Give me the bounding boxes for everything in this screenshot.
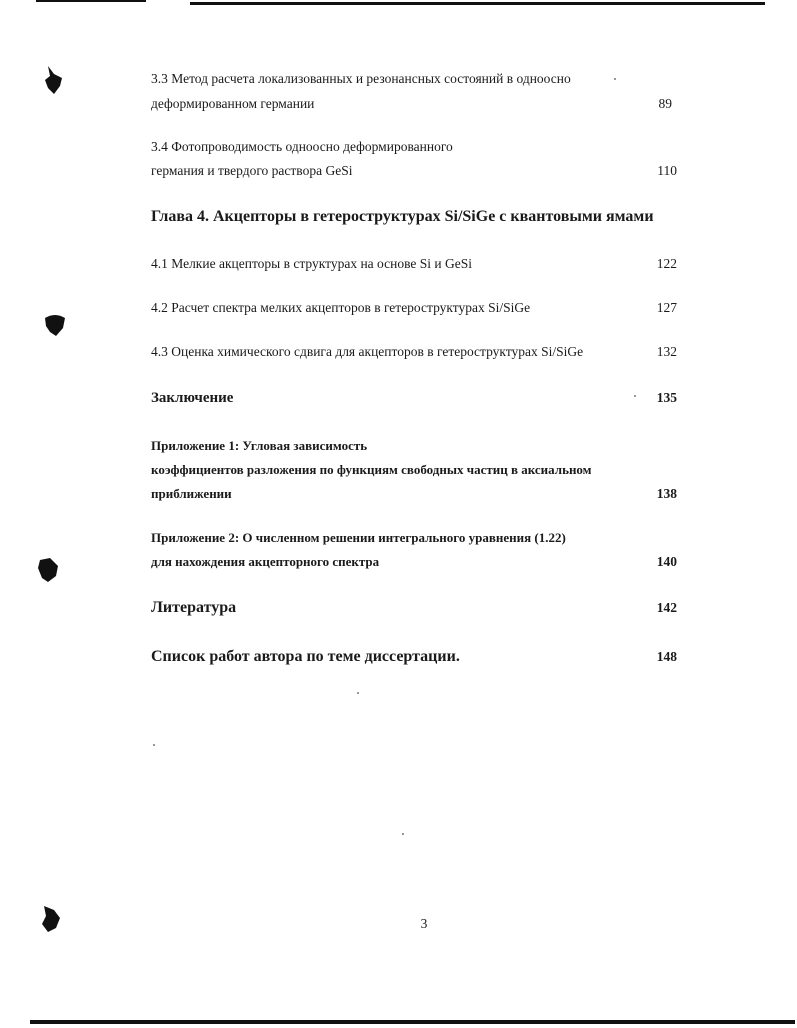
toc-appendix-1-line1: Приложение 1: Угловая зависимость: [151, 438, 368, 453]
toc-appendix-2-line1: Приложение 2: О численном решении интегрального уравнения (1.22): [151, 530, 566, 545]
toc-appendix-2-page: 140: [656, 554, 677, 569]
scan-speck: [634, 395, 636, 397]
scan-speck: [153, 744, 155, 746]
toc-publications-page: 148: [656, 649, 677, 664]
toc-literature-title: Литература: [151, 599, 237, 616]
scan-speck: [402, 833, 404, 835]
toc-appendix-1-line2: коэффициентов разложения по функциям свободных частиц в аксиальном: [151, 462, 592, 477]
toc-3-3-line1: 3.3 Метод расчета локализованных и резонансных состояний в одноосно: [151, 71, 571, 86]
binder-hole-mark-4: [38, 904, 64, 934]
top-rule-long: [190, 2, 765, 5]
binder-hole-mark-1: [42, 64, 66, 96]
page-number: 3: [420, 916, 428, 931]
scan-speck: [614, 78, 616, 80]
toc-chapter-4-title: Глава 4. Акцепторы в гетероструктурах Si/SiGe с квантовыми ямами: [151, 208, 654, 225]
top-rule: [36, 0, 146, 2]
bottom-rule: [30, 1020, 795, 1024]
toc-3-3-page: 89: [658, 96, 672, 111]
binder-hole-mark-2: [42, 312, 68, 338]
binder-hole-mark-3: [36, 556, 62, 584]
toc-4-1-title: 4.1 Мелкие акцепторы в структурах на основе Si и GeSi: [151, 256, 473, 271]
toc-appendix-1-page: 138: [656, 486, 677, 501]
toc-conclusion-title: Заключение: [151, 390, 234, 406]
toc-4-3-page: 132: [656, 344, 677, 359]
toc-4-2-page: 127: [656, 300, 677, 315]
toc-4-1-page: 122: [656, 256, 677, 271]
toc-literature-page: 142: [656, 600, 677, 615]
toc-3-4-line2: германия и твердого раствора GeSi: [151, 163, 353, 178]
toc-4-2-title: 4.2 Расчет спектра мелких акцепторов в гетероструктурах Si/SiGe: [151, 300, 531, 315]
toc-appendix-2-line2: для нахождения акцепторного спектра: [151, 554, 380, 569]
toc-3-4-line1: 3.4 Фотопроводимость одноосно деформированного: [151, 139, 453, 154]
toc-publications-title: Список работ автора по теме диссертации.: [151, 648, 460, 665]
toc-3-4-page: 110: [657, 163, 677, 178]
toc-3-3-line2: деформированном германии: [151, 96, 315, 111]
toc-appendix-1-line3: приближении: [151, 486, 232, 501]
toc-conclusion-page: 135: [656, 390, 677, 405]
toc-4-3-title: 4.3 Оценка химического сдвига для акцепторов в гетероструктурах Si/SiGe: [151, 344, 584, 359]
scan-speck: [357, 692, 359, 694]
